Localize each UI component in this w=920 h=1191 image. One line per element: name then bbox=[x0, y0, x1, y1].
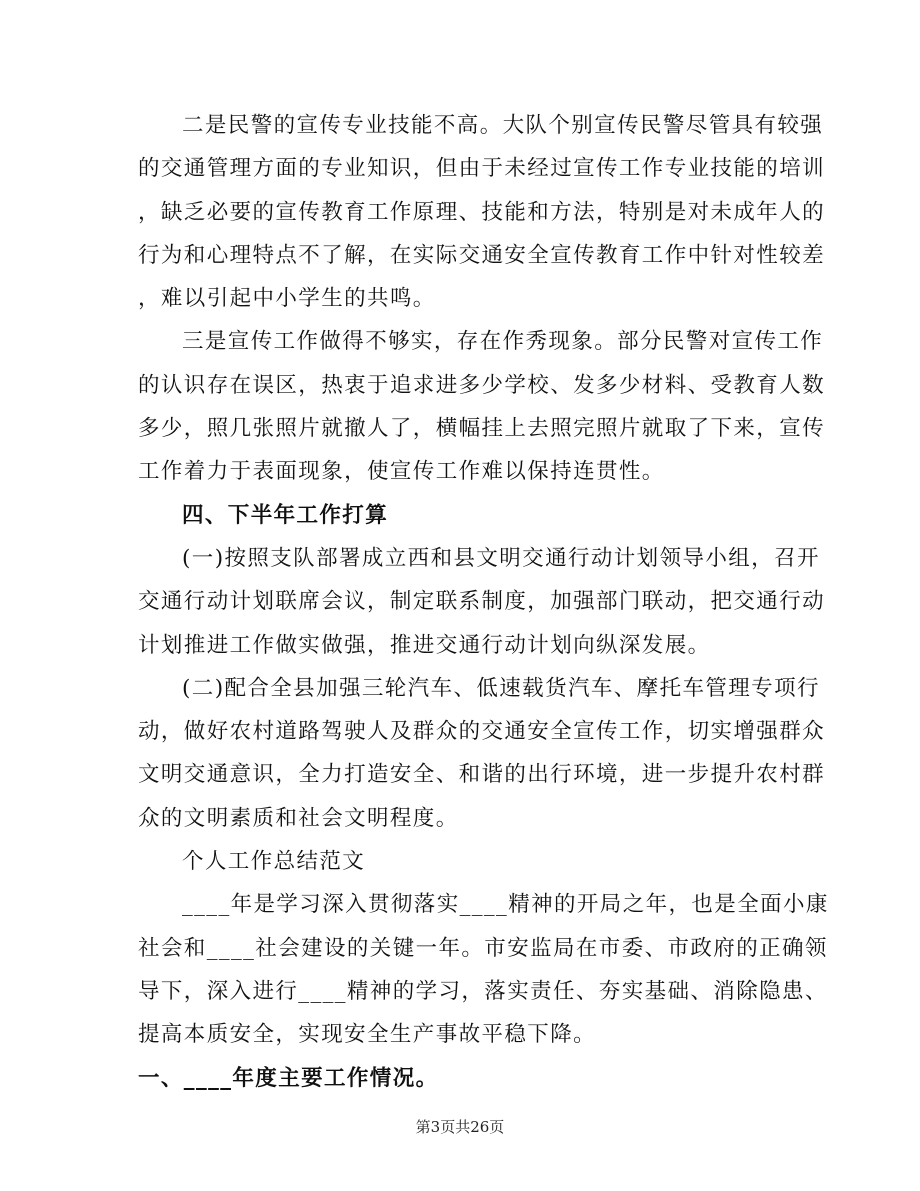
text-line: 工作着力于表面现象，使宣传工作难以保持连贯性。 bbox=[138, 459, 665, 485]
text-line: 多少，照几张照片就撤人了，横幅挂上去照完照片就取了下来，宣传 bbox=[138, 416, 826, 442]
text-line: 社会和____社会建设的关键一年。市安监局在市委、市政府的正确领 bbox=[138, 935, 828, 961]
text-line: 交通行动计划联席会议，制定联系制度，加强部门联动，把交通行动 bbox=[138, 589, 826, 615]
section-heading-line: 一、____年度主要工作情况。 bbox=[138, 1065, 439, 1091]
text-line: 三是宣传工作做得不够实，存在作秀现象。部分民警对宣传工作 bbox=[182, 329, 824, 355]
section-heading-line: 四、下半年工作打算 bbox=[182, 502, 389, 528]
text-line: ____年是学习深入贯彻落实____精神的开局之年，也是全面小康 bbox=[182, 892, 829, 918]
text-line: (一)按照支队部署成立西和县文明交通行动计划领导小组，召开 bbox=[182, 545, 820, 571]
text-line: 二是民警的宣传专业技能不高。大队个别宣传民警尽管具有较强 bbox=[182, 113, 824, 138]
text-line: 行为和心理特点不了解，在实际交通安全宣传教育工作中针对性较差 bbox=[138, 242, 826, 268]
text-line: 计划推进工作做实做强，推进交通行动计划向纵深发展。 bbox=[138, 632, 711, 658]
text-line: 动，做好农村道路驾驶人及群众的交通安全宣传工作，切实增强群众 bbox=[138, 719, 826, 745]
text-line: 个人工作总结范文 bbox=[182, 849, 366, 875]
document-body bbox=[138, 104, 829, 1100]
page-number-footer: 第3页共26页 bbox=[415, 1118, 505, 1136]
text-line: 的认识存在误区，热衷于追求进多少学校、发多少材料、受教育人数 bbox=[138, 372, 826, 398]
text-line: 提高本质安全，实现安全生产事故平稳下降。 bbox=[138, 1022, 597, 1048]
text-line: ，难以引起中小学生的共鸣。 bbox=[138, 286, 436, 312]
text-line: (二)配合全县加强三轮汽车、低速载货汽车、摩托车管理专项行 bbox=[182, 675, 820, 701]
text-line: 文明交通意识，全力打造安全、和谐的出行环境，进一步提升农村群 bbox=[138, 762, 826, 788]
text-line: 的交通管理方面的专业知识，但由于未经过宣传工作专业技能的培训 bbox=[138, 156, 826, 182]
text-line: 导下，深入进行____精神的学习，落实责任、夯实基础、消除隐患、 bbox=[138, 978, 828, 1004]
text-line: 众的文明素质和社会文明程度。 bbox=[138, 805, 459, 831]
text-line: ，缺乏必要的宣传教育工作原理、技能和方法，特别是对未成年人的 bbox=[138, 199, 826, 225]
